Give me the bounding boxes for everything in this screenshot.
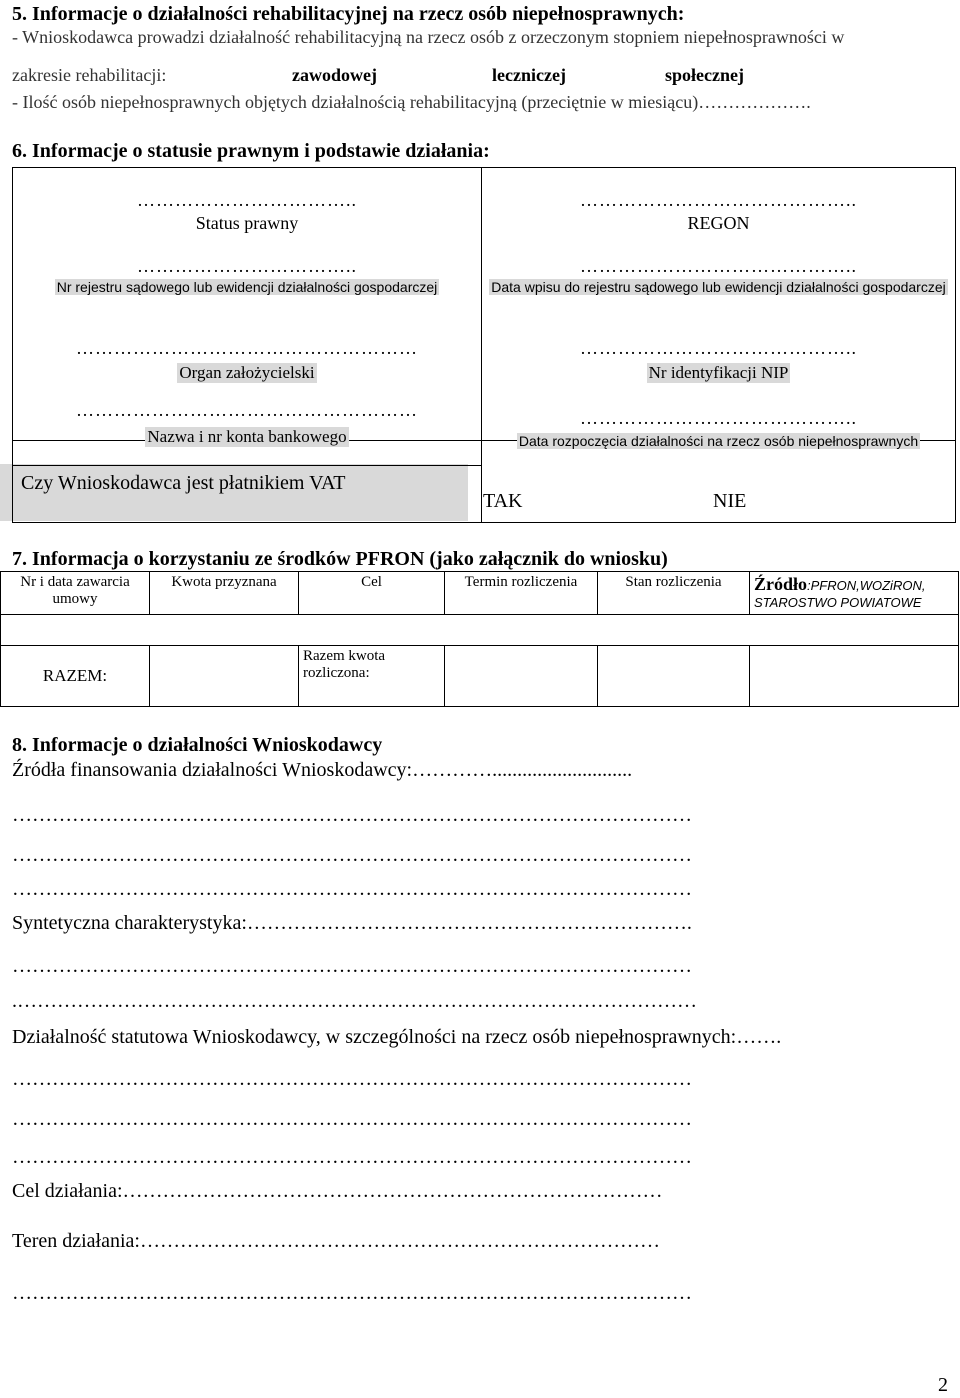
col-kwota-przyznana: Kwota przyznana bbox=[150, 572, 299, 615]
vat-row-divider bbox=[13, 465, 481, 466]
organ-field[interactable]: ……………………………………………… bbox=[76, 338, 418, 358]
section7-heading: 7. Informacja o korzystaniu ze środków PFRON (jako załącznik do wniosku) bbox=[12, 548, 668, 570]
option-spolecznej[interactable]: społecznej bbox=[665, 65, 744, 85]
teren-line-1[interactable]: ………………………………………………………………………………………… bbox=[12, 1282, 692, 1304]
cel-dzialania[interactable]: Cel działania:……………………………………………………………………… bbox=[12, 1180, 663, 1202]
nr-rejestru-field[interactable]: …………………………….. bbox=[137, 256, 357, 276]
regon-field[interactable]: …………………………………….. bbox=[580, 190, 857, 210]
zrodla-line-3[interactable]: ………………………………………………………………………………………… bbox=[12, 878, 692, 900]
col-termin-rozliczenia: Termin rozliczenia bbox=[445, 572, 598, 615]
razem-kwota-cell[interactable] bbox=[150, 646, 299, 707]
zrodla-line-2[interactable]: ………………………………………………………………………………………… bbox=[12, 844, 692, 866]
razem-stan-cell[interactable] bbox=[598, 646, 750, 707]
nip-label: Nr identyfikacji NIP bbox=[648, 363, 789, 382]
data-rozpoczecia-label: Data rozpoczęcia działalności na rzecz osób niepełnosprawnych bbox=[518, 433, 919, 449]
syntetyczna-line-2[interactable]: .………………………………………………………………………………………… bbox=[12, 990, 697, 1012]
teren-dzialania[interactable]: Teren działania:…………………………………………………………………… bbox=[12, 1230, 660, 1252]
syntetyczna-charakterystyka[interactable]: Syntetyczna charakterystyka:…………………………………………………………. bbox=[12, 912, 692, 934]
col-cel: Cel bbox=[299, 572, 445, 615]
nip-field[interactable]: …………………………………….. bbox=[580, 338, 857, 358]
organ-label: Organ założycielski bbox=[179, 363, 315, 382]
data-wpisu-label: Data wpisu do rejestru sądowego lub ewidencji działalności gospodarczej bbox=[491, 279, 946, 295]
legal-status-form bbox=[12, 167, 956, 523]
vat-nie-option[interactable]: NIE bbox=[713, 490, 747, 512]
statutowa-line-1[interactable]: ………………………………………………………………………………………… bbox=[12, 1068, 692, 1090]
vat-question: Czy Wnioskodawca jest płatnikiem VAT bbox=[21, 472, 346, 494]
vat-tak-option[interactable]: TAK bbox=[483, 490, 523, 512]
section5-line1: - Wnioskodawca prowadzi działalność rehabilitacyjną na rzecz osób z orzeczonym stopniem niepełnosprawności w bbox=[12, 27, 845, 47]
option-leczniczej[interactable]: leczniczej bbox=[492, 65, 566, 85]
razem-label: RAZEM: bbox=[1, 646, 150, 707]
syntetyczna-line-1[interactable]: ………………………………………………………………………………………… bbox=[12, 955, 692, 977]
zrodlo-bold: Źródło bbox=[754, 574, 808, 594]
statutowa-line-2[interactable]: ………………………………………………………………………………………… bbox=[12, 1108, 692, 1130]
razem-zrodlo-cell[interactable] bbox=[750, 646, 959, 707]
zrodlo-options: :PFRON,WOZiRON, STAROSTWO POWIATOWE bbox=[754, 578, 926, 610]
zrodla-finansowania[interactable]: Źródła finansowania działalności Wnioskodawcy:…………............................ bbox=[12, 759, 633, 781]
nr-rejestru-label: Nr rejestru sądowego lub ewidencji działalności gospodarczej bbox=[56, 279, 438, 295]
section5-line3: - Ilość osób niepełnosprawnych objętych działalnością rehabilitacyjną (przeciętnie w miesiącu)………………. bbox=[12, 92, 811, 112]
section8-heading: 8. Informacje o działalności Wnioskodawcy bbox=[12, 734, 383, 756]
statutowa-line-3[interactable]: ………………………………………………………………………………………… bbox=[12, 1146, 692, 1168]
table-empty-row[interactable] bbox=[1, 615, 959, 646]
col-nr-data-umowy: Nr i data zawarcia umowy bbox=[1, 572, 150, 615]
pfron-table bbox=[0, 571, 959, 707]
razem-rozliczona-cell[interactable] bbox=[445, 646, 598, 707]
razem-rozliczona-label: Razem kwota rozliczona: bbox=[299, 646, 445, 707]
dzialalnosc-statutowa[interactable]: Działalność statutowa Wnioskodawcy, w szczególności na rzecz osób niepełnosprawnych:……. bbox=[12, 1026, 782, 1048]
section6-heading: 6. Informacje o statusie prawnym i podstawie działania: bbox=[12, 140, 490, 162]
section5-heading: 5. Informacje o działalności rehabilitacyjnej na rzecz osób niepełnosprawnych: bbox=[12, 3, 685, 25]
bank-label: Nazwa i nr konta bankowego bbox=[147, 427, 347, 446]
col-zrodlo bbox=[750, 572, 959, 615]
zrodla-line-1[interactable]: ………………………………………………………………………………………… bbox=[12, 804, 692, 826]
col-stan-rozliczenia: Stan rozliczenia bbox=[598, 572, 750, 615]
regon-label: REGON bbox=[687, 213, 750, 233]
data-rozpoczecia-field[interactable]: …………………………………….. bbox=[580, 408, 857, 428]
section5-scope-label: zakresie rehabilitacji: bbox=[12, 65, 167, 85]
data-wpisu-field[interactable]: …………………………………….. bbox=[580, 256, 857, 276]
bank-field[interactable]: ……………………………………………… bbox=[76, 400, 418, 420]
option-zawodowej[interactable]: zawodowej bbox=[292, 65, 377, 85]
status-prawny-label: Status prawny bbox=[195, 213, 299, 233]
page-number: 2 bbox=[938, 1374, 948, 1396]
status-prawny-field[interactable]: …………………………….. bbox=[137, 190, 357, 210]
